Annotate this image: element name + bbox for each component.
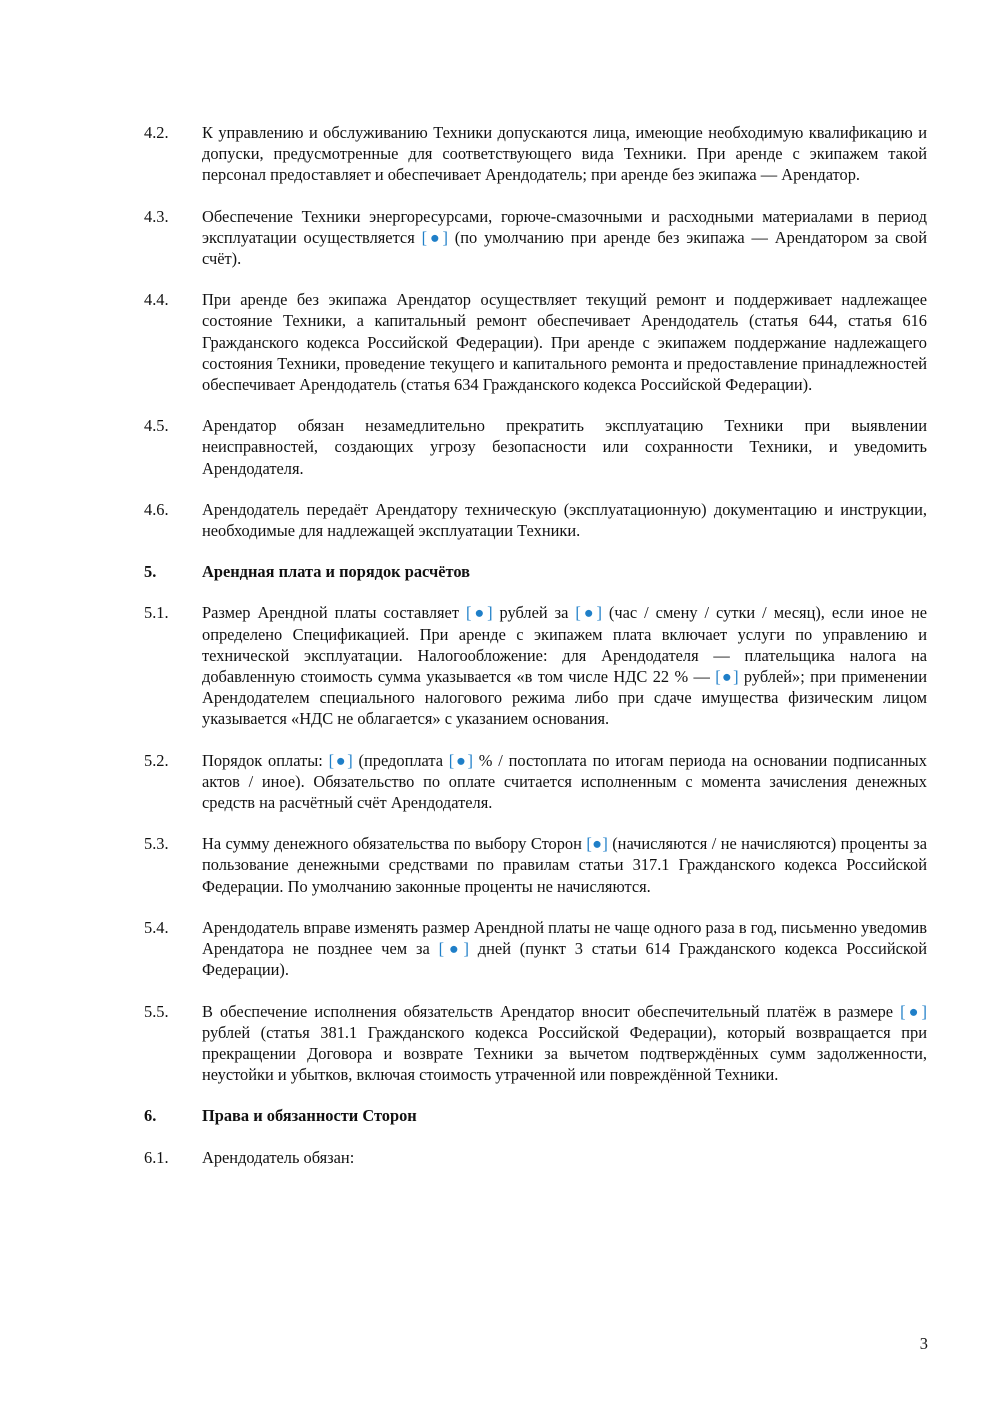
clause-text-part: (начисляются / не начисляются) проценты за пользование денежными средствами по правилам статьи 317.1 Гражданского кодекса Российской Федерации. По умолчанию законные проценты не начисляются. [202, 834, 927, 896]
section-title: Арендная плата и порядок расчётов [202, 562, 470, 582]
section-number: 6. [144, 1106, 157, 1126]
clause-group-5 [144, 602, 927, 1085]
clause-text-part: Обеспечение Техники энергоресурсами, горюче-смазочными и расходными материалами в период эксплуатации осуществляется [202, 206, 927, 247]
clause-text [202, 289, 927, 395]
clause-text [202, 602, 927, 729]
clause-group-6 [144, 1147, 927, 1168]
clause-text-part: Порядок оплаты: [202, 750, 329, 770]
clause-text-part: К управлению и обслуживанию Техники допускаются лица, имеющие необходимую квалификацию и допуски, предусмотренные для соответствующего вида Техники. При аренде с экипажем такой персонал предоставляет и обеспечивает Арендодатель; при аренде без экипажа — Арендатор. [202, 123, 927, 185]
document-body [144, 122, 927, 1188]
clause-4-2 [144, 122, 927, 186]
placeholder-marker: [●] [448, 750, 473, 770]
clause-number: 4.6. [144, 499, 169, 519]
placeholder-marker: [●] [328, 750, 353, 770]
clause-4-6 [144, 499, 927, 541]
clause-number: 5.5. [144, 1001, 169, 1021]
clause-5-3 [144, 833, 927, 897]
clause-5-5 [144, 1001, 927, 1086]
placeholder-marker: [●] [715, 667, 739, 687]
placeholder-marker: [●] [586, 834, 608, 854]
clause-text-part: Арендодатель вправе изменять размер Арендной платы не чаще одного раза в год, письменно уведомив Арендатора не позднее чем за [202, 917, 928, 959]
clause-text-part: Арендатор обязан незамедлительно прекратить эксплуатацию Техники при выявлении неисправностей, создающих угрозу безопасности или сохранности Техники, и уведомить Арендодателя. [202, 416, 927, 478]
placeholder-marker: [●] [575, 603, 602, 623]
clause-number: 5.2. [144, 750, 169, 770]
clause-text [202, 833, 927, 897]
clause-text-part: При аренде без экипажа Арендатор осуществляет текущий ремонт и поддерживает надлежащее состояние Техники, а капитальный ремонт обеспечивает Арендодатель (статья 644, статья 616 Гражданского кодекса Российской Федерации). При аренде с экипажем поддержание надлежащего состояния Техники, проведение текущего и капитального ремонта и предоставление принадлежностей обеспечивает Арендодатель (статья 634 Гражданского кодекса Российской Федерации). [202, 290, 927, 395]
clause-text-part: (час / смену / сутки / месяц), если иное не определено Спецификацией. При аренде с экипажем плата включает услуги по управлению и технической эксплуатации. Налогообложение: для Арендодателя — плательщика налога на добавленную стоимость сумма указывается «в том числе НДС 22 % — [202, 603, 927, 687]
clause-4-3 [144, 206, 927, 270]
clause-text [202, 1001, 927, 1086]
section-heading-5 [144, 561, 927, 582]
placeholder-marker: [●] [421, 227, 448, 247]
clause-text-part: (предоплата [352, 750, 449, 770]
section-title: Права и обязанности Сторон [202, 1106, 417, 1126]
clause-text-part: дней (пункт 3 статьи 614 Гражданского кодекса Российской Федерации). [202, 939, 927, 980]
clause-text [202, 499, 927, 541]
clause-number: 4.5. [144, 416, 169, 436]
clause-5-4 [144, 917, 927, 981]
clause-6-1 [144, 1147, 927, 1168]
clause-text-part: рублей»; при применении Арендодателем специального налогового режима либо при сдаче имущества физическим лицом указывается «НДС не облагается» с указанием основания. [202, 667, 927, 729]
clause-number: 5.3. [144, 834, 169, 854]
clause-number: 4.4. [144, 290, 169, 310]
clause-text-part: Арендодатель обязан: [202, 1147, 355, 1167]
clause-text [202, 750, 927, 814]
clause-text-part: (по умолчанию при аренде без экипажа — Арендатором за свой счёт). [202, 227, 927, 269]
clause-text [202, 122, 927, 186]
clause-5-1 [144, 602, 927, 729]
clause-text [202, 206, 927, 270]
placeholder-marker: [●] [465, 603, 493, 623]
clause-text-part: рублей (статья 381.1 Гражданского кодекса Российской Федерации), который возвращается при прекращении Договора и возврате Техники за вычетом подтверждённых сумм задолженности, неустойки и убытков, включая стоимость утраченной или повреждённой Техники. [202, 1022, 927, 1085]
clause-text-part: Размер Арендной платы составляет [202, 603, 466, 623]
clause-text-part: % / постоплата по итогам периода на основании подписанных актов / иное). Обязательство по оплате считается исполненным с момента зачисления денежных средств на расчётный счёт Арендодателя. [202, 750, 927, 813]
clause-number: 4.2. [144, 123, 169, 142]
clause-group-4 [144, 122, 927, 541]
placeholder-marker: [●] [900, 1001, 927, 1021]
clause-text [202, 415, 927, 479]
clause-text-part: На сумму денежного обязательства по выбору Сторон [202, 834, 587, 854]
clause-number: 5.1. [144, 603, 169, 623]
page-number: 3 [919, 1334, 928, 1353]
section-number: 5. [144, 562, 157, 582]
clause-text-part: рублей за [492, 603, 576, 623]
clause-5-2 [144, 750, 927, 814]
clause-4-4 [144, 289, 927, 395]
clause-number: 4.3. [144, 206, 169, 226]
clause-4-5 [144, 415, 927, 479]
clause-number: 5.4. [144, 917, 169, 937]
section-heading-6 [144, 1105, 927, 1126]
clause-text-part: Арендодатель передаёт Арендатору техническую (эксплуатационную) документацию и инструкции, необходимые для надлежащей эксплуатации Техники. [202, 499, 927, 541]
clause-number: 6.1. [144, 1147, 169, 1167]
clause-text-part: В обеспечение исполнения обязательств Арендатор вносит обеспечительный платёж в размере [202, 1001, 901, 1021]
clause-text [202, 1147, 927, 1168]
placeholder-marker: [●] [438, 939, 469, 959]
clause-text [202, 917, 927, 981]
